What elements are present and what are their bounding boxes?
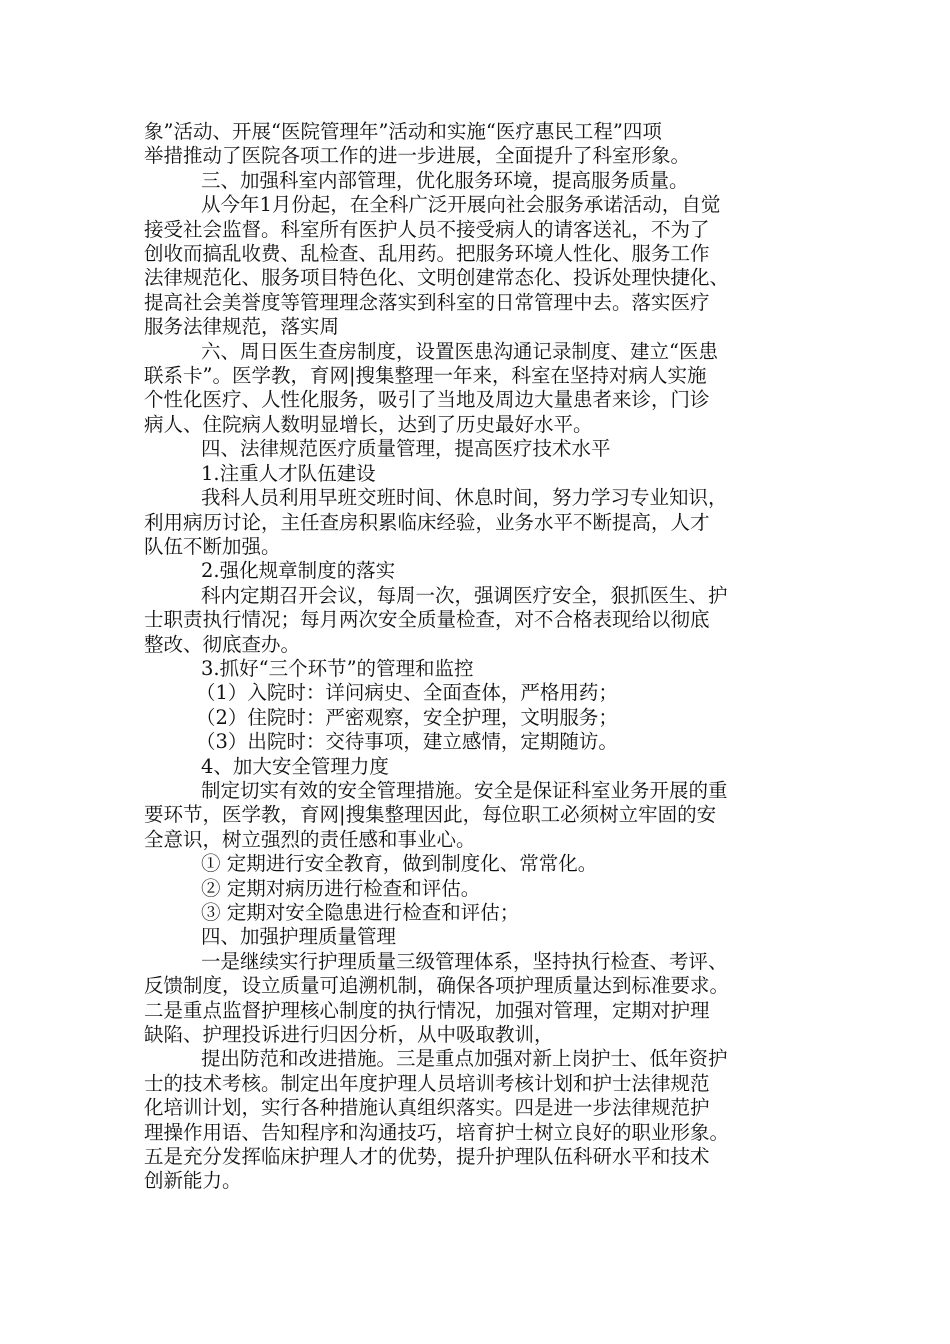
text-line: 提高社会美誉度等管理理念落实到科室的日常管理中去。落实医疗: [144, 290, 710, 314]
text-line: 五是充分发挥临床护理人才的优势，提升护理队伍科研水平和技术: [144, 1145, 710, 1169]
text-line: 一是继续实行护理质量三级管理体系，坚持执行检查、考评、: [201, 949, 728, 973]
text-line: 我科人员利用早班交班时间、休息时间，努力学习专业知识，: [201, 486, 728, 510]
text-line: 利用病历讨论，主任查房积累临床经验，业务水平不断提高，人才: [144, 510, 710, 534]
text-line: 队伍不断加强。: [144, 534, 281, 558]
text-line: 要环节，医学教，育网|搜集整理因此，每位职工必须树立牢固的安: [144, 803, 717, 827]
text-line: 整改、彻底查办。: [144, 632, 301, 656]
text-line: 二是重点监督护理核心制度的执行情况，加强对管理，定期对护理: [144, 998, 710, 1022]
text-line: 缺陷、护理投诉进行归因分析，从中吸取教训，: [144, 1023, 554, 1047]
text-line: 化培训计划，实行各种措施认真组织落实。四是进一步法律规范护: [144, 1096, 710, 1120]
text-line: 理操作用语、告知程序和沟通技巧，培育护士树立良好的职业形象。: [144, 1120, 730, 1144]
text-line: 联系卡”。医学教，育网|搜集整理一年来，科室在坚持对病人实施: [144, 364, 707, 388]
list-item: （1）入院时：详问病史、全面查体，严格用药；: [196, 681, 618, 705]
text-line: 接受社会监督。科室所有医护人员不接受病人的请客送礼，不为了: [144, 217, 710, 241]
list-item: ① 定期进行安全教育，做到制度化、常常化。: [201, 852, 598, 876]
text-line: 六、周日医生查房制度，设置医患沟通记录制度、建立“医患: [201, 339, 718, 363]
text-line: 反馈制度，设立质量可追溯机制，确保各项护理质量达到标准要求。: [144, 974, 730, 998]
text-line: 士职责执行情况；每月两次安全质量检查，对不合格表现给以彻底: [144, 608, 710, 632]
text-line: 科内定期召开会议，每周一次，强调医疗安全，狠抓医生、护: [201, 583, 728, 607]
text-line: 从今年1月份起，在全科广泛开展向社会服务承诺活动，自觉: [201, 193, 721, 217]
subsection-heading: 1.注重人才队伍建设: [201, 461, 376, 485]
section-heading: 四、加强护理质量管理: [201, 925, 397, 949]
text-line: 象”活动、开展“医院管理年”活动和实施“医疗惠民工程”四项: [144, 120, 662, 143]
text-line: 个性化医疗、人性化服务，吸引了当地及周边大量患者来诊，门诊: [144, 388, 710, 412]
text-line: 法律规范化、服务项目特色化、文明创建常态化、投诉处理快捷化、: [144, 266, 730, 290]
section-heading: 三、加强科室内部管理，优化服务环境，提高服务质量。: [201, 168, 689, 192]
document-body: [144, 120, 824, 1194]
list-item: ③ 定期对安全隐患进行检查和评估；: [201, 901, 520, 924]
subsection-heading: 3.抓好“三个环节”的管理和监控: [201, 656, 474, 680]
text-line: 举措推动了医院各项工作的进一步进展，全面提升了科室形象。: [144, 144, 691, 168]
subsection-heading: 2.强化规章制度的落实: [201, 559, 396, 583]
text-line: 服务法律规范，落实周: [144, 315, 340, 339]
list-item: ② 定期对病历进行检查和评估。: [201, 876, 481, 900]
text-line: 提出防范和改进措施。三是重点加强对新上岗护士、低年资护: [201, 1047, 728, 1071]
section-heading: 四、法律规范医疗质量管理，提高医疗技术水平: [201, 437, 611, 461]
text-line: 病人、住院病人数明显增长，达到了历史最好水平。: [144, 412, 593, 436]
list-item: （3）出院时：交待事项，建立感情，定期随访。: [196, 730, 618, 754]
list-item: （2）住院时：严密观察，安全护理，文明服务；: [196, 705, 618, 729]
subsection-heading: 4、加大安全管理力度: [201, 754, 389, 778]
text-line: 士的技术考核。制定出年度护理人员培训考核计划和护士法律规范: [144, 1071, 710, 1095]
text-line: 创新能力。: [144, 1169, 242, 1193]
text-line: 创收而搞乱收费、乱检查、乱用药。把服务环境人性化、服务工作: [144, 242, 710, 266]
text-line: 全意识，树立强烈的责任感和事业心。: [144, 827, 476, 851]
text-line: 制定切实有效的安全管理措施。安全是保证科室业务开展的重: [201, 778, 728, 802]
